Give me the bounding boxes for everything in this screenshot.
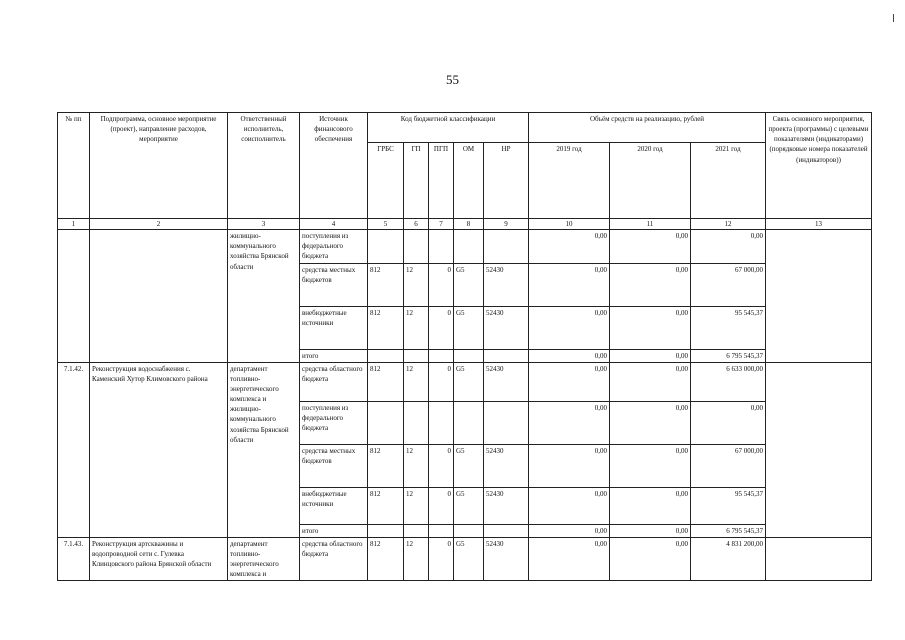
- row-2021: 95 545,37: [691, 487, 766, 524]
- header-responsible: Ответственный исполнитель, соисполнитель: [228, 113, 300, 219]
- row-2019: 0,00: [529, 230, 610, 263]
- row-responsible: жилищно-коммунального хозяйства Брянской области: [228, 230, 300, 363]
- col-number: 10: [529, 219, 610, 230]
- col-number: 4: [300, 219, 368, 230]
- row-om: G5: [454, 306, 484, 349]
- row-source: поступления из федерального бюджета: [300, 230, 368, 263]
- row-source: средства местных бюджетов: [300, 444, 368, 487]
- row-2021: 67 000,00: [691, 263, 766, 306]
- row-om: [454, 401, 484, 444]
- table-row: [58, 230, 872, 263]
- empty-cell: [484, 349, 529, 362]
- row-nr: [484, 401, 529, 444]
- row-source: средства областного бюджета: [300, 537, 368, 581]
- row-gp: 12: [404, 306, 429, 349]
- header-2020: 2020 год: [610, 143, 691, 219]
- column-number-row: [58, 219, 872, 230]
- row-2019: 0,00: [529, 306, 610, 349]
- row-gp: [404, 401, 429, 444]
- row-num: 7.1.42.: [58, 362, 90, 537]
- row-2020: 0,00: [610, 537, 691, 581]
- row-nr: 52430: [484, 487, 529, 524]
- header-grbs: ГРБС: [368, 143, 404, 219]
- row-2019: 0,00: [529, 362, 610, 401]
- budget-table: [57, 112, 872, 581]
- row-num: 7.1.43.: [58, 537, 90, 581]
- header-row: [58, 113, 872, 143]
- empty-cell: [404, 524, 429, 537]
- header-volume: Объём средств на реализацию, рублей: [529, 113, 766, 143]
- row-nr: [484, 230, 529, 263]
- row-pgp: [429, 401, 454, 444]
- col-number: 7: [429, 219, 454, 230]
- row-grbs: 812: [368, 263, 404, 306]
- header-source: Источник финансового обеспечения: [300, 113, 368, 219]
- row-grbs: [368, 401, 404, 444]
- table-row: [58, 362, 872, 401]
- row-om: G5: [454, 263, 484, 306]
- row-link: [766, 362, 872, 537]
- empty-cell: [404, 349, 429, 362]
- row-pgp: 0: [429, 487, 454, 524]
- header-name: Подпрограмма, основное мероприятие (проект), направление расходов, мероприятие: [90, 113, 228, 219]
- row-om: [454, 230, 484, 263]
- row-pgp: 0: [429, 362, 454, 401]
- row-om: G5: [454, 487, 484, 524]
- row-pgp: 0: [429, 306, 454, 349]
- row-om: G5: [454, 537, 484, 581]
- col-number: 12: [691, 219, 766, 230]
- total-2020: 0,00: [610, 349, 691, 362]
- row-source: средства местных бюджетов: [300, 263, 368, 306]
- empty-cell: [454, 524, 484, 537]
- empty-cell: [368, 349, 404, 362]
- row-grbs: 812: [368, 537, 404, 581]
- row-pgp: [429, 230, 454, 263]
- total-label: итого: [300, 524, 368, 537]
- row-2020: 0,00: [610, 401, 691, 444]
- empty-cell: [429, 524, 454, 537]
- row-2021: 6 633 000,00: [691, 362, 766, 401]
- header-budget-code: Код бюджетной классификации: [368, 113, 529, 143]
- empty-cell: [484, 524, 529, 537]
- total-2021: 6 795 545,37: [691, 524, 766, 537]
- col-number: 1: [58, 219, 90, 230]
- row-2020: 0,00: [610, 362, 691, 401]
- col-number: 2: [90, 219, 228, 230]
- total-2020: 0,00: [610, 524, 691, 537]
- row-link: [766, 230, 872, 363]
- empty-cell: [454, 349, 484, 362]
- row-2020: 0,00: [610, 444, 691, 487]
- col-number: 11: [610, 219, 691, 230]
- empty-cell: [429, 349, 454, 362]
- row-2021: 67 000,00: [691, 444, 766, 487]
- row-2019: 0,00: [529, 487, 610, 524]
- header-num: № пп: [58, 113, 90, 219]
- header-gp: ГП: [404, 143, 429, 219]
- row-gp: 12: [404, 444, 429, 487]
- row-gp: 12: [404, 537, 429, 581]
- header-2019: 2019 год: [529, 143, 610, 219]
- row-nr: 52430: [484, 537, 529, 581]
- row-gp: 12: [404, 362, 429, 401]
- row-source: поступления из федерального бюджета: [300, 401, 368, 444]
- total-2019: 0,00: [529, 349, 610, 362]
- row-2020: 0,00: [610, 230, 691, 263]
- page-number: 55: [446, 72, 459, 87]
- col-number: 13: [766, 219, 872, 230]
- table-row: [58, 537, 872, 581]
- row-source: средства областного бюджета: [300, 362, 368, 401]
- row-om: G5: [454, 362, 484, 401]
- row-pgp: 0: [429, 444, 454, 487]
- row-nr: 52430: [484, 444, 529, 487]
- row-name-cell: [90, 230, 228, 363]
- empty-cell: [368, 524, 404, 537]
- col-number: 5: [368, 219, 404, 230]
- row-gp: [404, 230, 429, 263]
- row-2021: 0,00: [691, 401, 766, 444]
- row-2021: 95 545,37: [691, 306, 766, 349]
- header-pgp: ПГП: [429, 143, 454, 219]
- row-2019: 0,00: [529, 444, 610, 487]
- row-pgp: 0: [429, 537, 454, 581]
- row-num-cell: [58, 230, 90, 363]
- col-number: 8: [454, 219, 484, 230]
- row-name: Реконструкция водоснабжения с. Каменский Хутор Климовского района: [90, 362, 228, 537]
- row-gp: 12: [404, 263, 429, 306]
- row-2019: 0,00: [529, 537, 610, 581]
- row-nr: 52430: [484, 263, 529, 306]
- row-responsible: департамент топливно-энергетического комплекса и жилищно-коммунального хозяйства Брянской области: [228, 362, 300, 537]
- row-2020: 0,00: [610, 487, 691, 524]
- header-link: Связь основного мероприятия, проекта (программы) с целевыми показателями (индикаторами) (порядковые номера показателей (индикаторов)): [766, 113, 872, 219]
- row-grbs: 812: [368, 487, 404, 524]
- row-source: внебюджетные источники: [300, 306, 368, 349]
- row-2021: 0,00: [691, 230, 766, 263]
- col-number: 6: [404, 219, 429, 230]
- header-2021: 2021 год: [691, 143, 766, 219]
- row-2019: 0,00: [529, 263, 610, 306]
- header-om: ОМ: [454, 143, 484, 219]
- row-link: [766, 537, 872, 581]
- col-number: 9: [484, 219, 529, 230]
- row-source: внебюджетные источники: [300, 487, 368, 524]
- row-responsible: департамент топливно-энергетического комплекса и: [228, 537, 300, 581]
- total-label: итого: [300, 349, 368, 362]
- total-2019: 0,00: [529, 524, 610, 537]
- row-2021: 4 831 200,00: [691, 537, 766, 581]
- row-name: Реконструкция артскважины и водопроводной сети с. Гулевка Клинцовского района Брянской области: [90, 537, 228, 581]
- row-grbs: 812: [368, 306, 404, 349]
- total-2021: 6 795 545,37: [691, 349, 766, 362]
- row-grbs: [368, 230, 404, 263]
- row-om: G5: [454, 444, 484, 487]
- row-2019: 0,00: [529, 401, 610, 444]
- row-pgp: 0: [429, 263, 454, 306]
- row-2020: 0,00: [610, 263, 691, 306]
- row-2020: 0,00: [610, 306, 691, 349]
- row-gp: 12: [404, 487, 429, 524]
- row-grbs: 812: [368, 444, 404, 487]
- header-nr: НР: [484, 143, 529, 219]
- row-grbs: 812: [368, 362, 404, 401]
- page-edge-mark: [893, 14, 894, 22]
- col-number: 3: [228, 219, 300, 230]
- row-nr: 52430: [484, 306, 529, 349]
- row-nr: 52430: [484, 362, 529, 401]
